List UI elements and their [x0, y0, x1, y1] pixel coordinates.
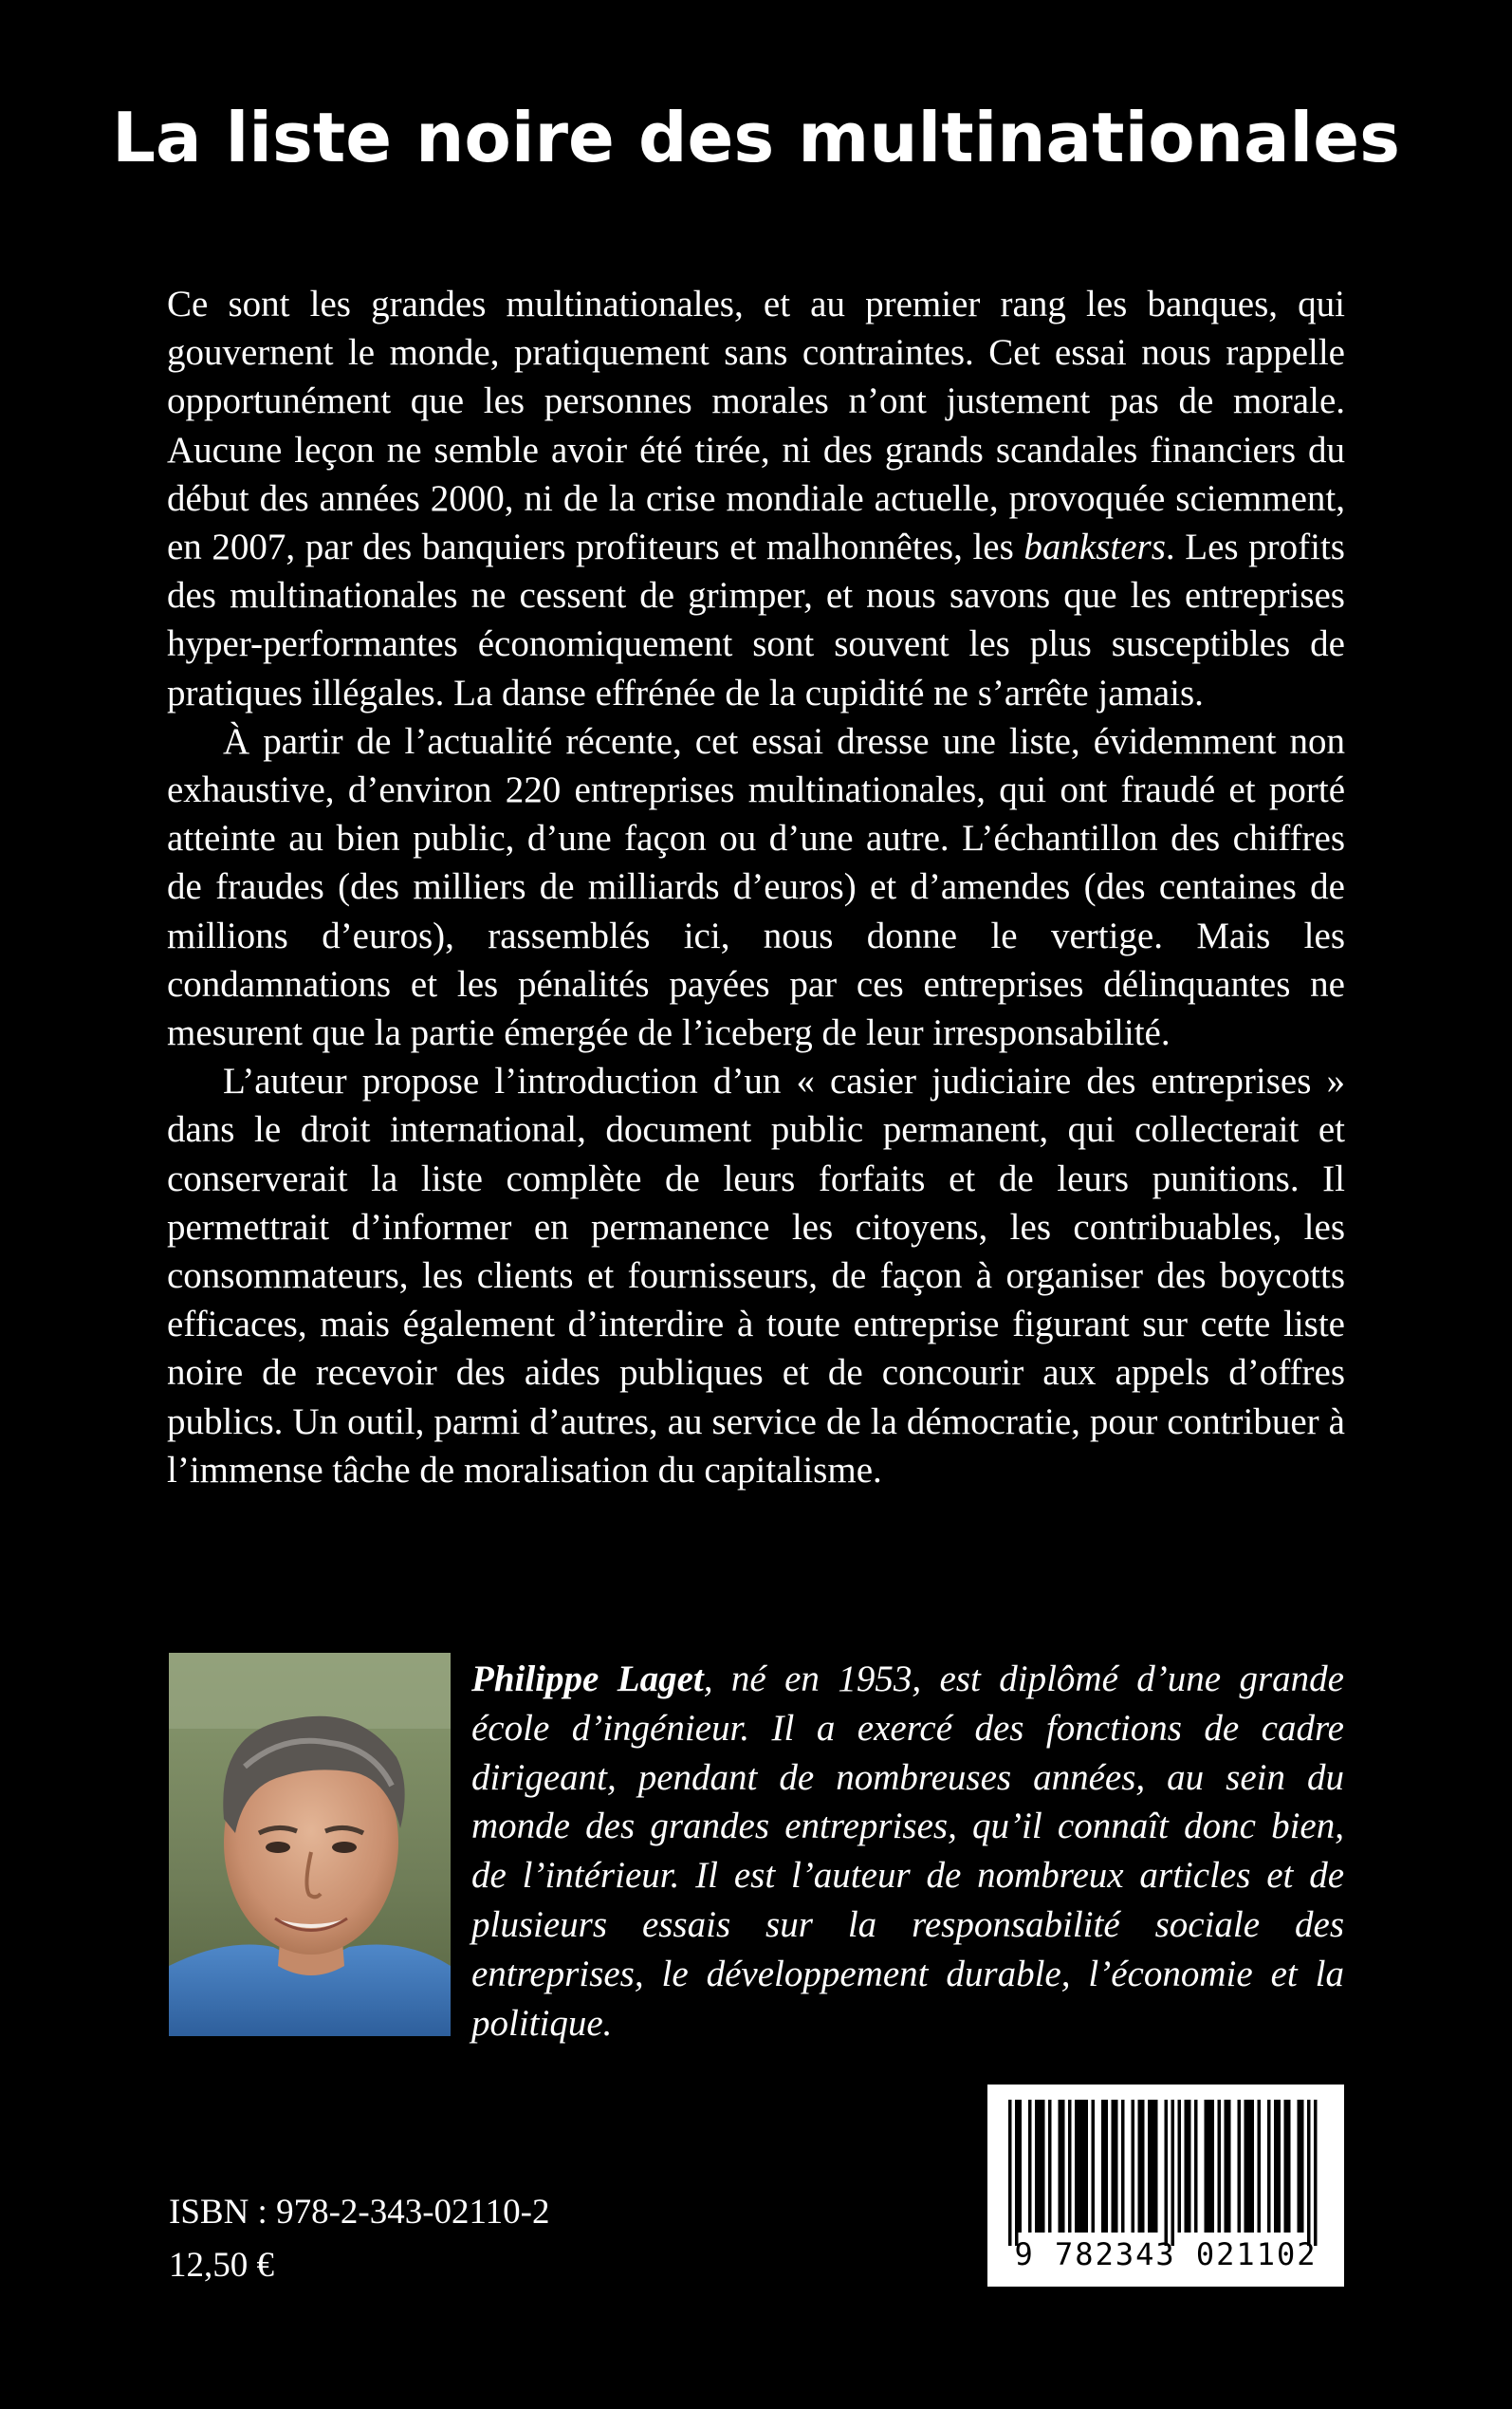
barcode-bar	[1085, 2100, 1089, 2233]
barcode-bar	[1138, 2100, 1142, 2233]
barcode-digits: 9 782343 021102	[1014, 2236, 1318, 2272]
barcode-bar	[1194, 2100, 1198, 2233]
barcode-bar	[1019, 2100, 1023, 2233]
barcode-bar	[1152, 2100, 1155, 2233]
barcode-bar	[1028, 2100, 1032, 2233]
barcode-bar	[1185, 2100, 1189, 2233]
blurb-paragraph-3: L’auteur propose l’introduction d’un « casier judiciaire des entreprises » dans le droit international, document public permanent, qui collecterait et conserverait la liste complète de leurs forfaits et de leurs punitions. Il permettrait d’informer en permanence les citoyens, les contribuables, les consommateurs, les clients et fournisseurs, de façon à organiser des boycotts efficaces, mais également d’interdire à toute entreprise figurant sur cette liste noire de recevoir des aides publiques et de concourir aux appels d’offres publics. Un outil, parmi d’autres, au service de la démocratie, pour contribuer à l’immense tâche de moralisation du capitalisme.	[167, 1061, 1345, 1491]
barcode	[987, 2085, 1344, 2287]
blurb-paragraph-1-start: Ce sont les grandes multinationales, et au premier rang les banques, qui gouvernent le monde, pratiquement sans contraintes. Cet essai nous rappelle opportunément que les personnes morales n’ont justement pas de morale. Aucune leçon ne semble avoir été tirée, ni des grands scandales financiers du début des années 2000, ni de la crise mondiale actuelle, provoquée sciemment, en 2007, par des banquiers profiteurs et malhonnêtes, les	[167, 284, 1345, 568]
blurb-paragraph-1-end: . Les profits des multinationales ne cessent de grimper, et nous savons que les entreprises hyper-performantes économiquement sont souvent les plus susceptibles de pratiques illégales. La danse effrénée de la cupidité ne s’arrête jamais.	[167, 527, 1345, 713]
barcode-bar	[1298, 2100, 1301, 2233]
author-name: Philippe Laget	[471, 1659, 704, 1699]
barcode-bar	[1314, 2100, 1318, 2246]
barcode-bar	[1079, 2100, 1082, 2233]
barcode-bar	[1251, 2100, 1255, 2233]
barcode-bar	[1278, 2100, 1282, 2233]
book-title: La liste noire des multinationales	[112, 98, 1400, 177]
barcode-bar	[1307, 2100, 1311, 2246]
barcode-bar	[1188, 2100, 1191, 2233]
barcode-bar	[1171, 2100, 1175, 2246]
barcode-bar	[1121, 2100, 1125, 2233]
barcode-bar	[1148, 2100, 1152, 2233]
barcode-bar	[1092, 2100, 1096, 2233]
barcode-bar	[1284, 2100, 1288, 2233]
blurb-paragraph-1-italic-term: banksters	[1023, 527, 1166, 568]
barcode-bar	[1208, 2100, 1211, 2233]
barcode-bar	[1154, 2100, 1158, 2233]
barcode-bar	[1245, 2100, 1248, 2233]
barcode-bar	[1165, 2100, 1169, 2246]
barcode-bar	[1287, 2100, 1291, 2233]
price: 12,50 €	[169, 2246, 274, 2285]
barcode-bar	[1238, 2100, 1242, 2233]
barcode-bar	[1205, 2100, 1208, 2233]
blurb	[167, 280, 1345, 1494]
barcode-bar	[1035, 2100, 1039, 2233]
barcode-bar	[1258, 2100, 1262, 2233]
barcode-bar	[1061, 2100, 1065, 2233]
barcode-bar	[1112, 2100, 1116, 2233]
barcode-bar	[1300, 2100, 1304, 2233]
barcode-bar	[1115, 2100, 1118, 2233]
barcode-bar	[1075, 2100, 1079, 2233]
barcode-bar	[1247, 2100, 1251, 2233]
barcode-bar	[1178, 2100, 1182, 2233]
isbn: ISBN : 978-2-343-02110-2	[169, 2193, 550, 2232]
blurb-paragraph-2: À partir de l’actualité récente, cet essai dresse une liste, évidemment non exhaustive, d’environ 220 entreprises multinationales, qui ont fraudé et porté atteinte au bien public, d’une façon ou d’une autre. L’échantillon des chiffres de fraudes (des milliers de milliards d’euros) et d’amendes (des centaines de millions d’euros), rassemblés ici, nous donne le vertige. Mais les condamnations et les pénalités payées par ces entreprises délinquantes ne mesurent que la partie émergée de l’iceberg de leur irresponsabilité.	[167, 720, 1345, 1054]
barcode-bar	[1132, 2100, 1135, 2233]
barcode-bar	[1039, 2100, 1042, 2233]
barcode-bar	[1141, 2100, 1145, 2233]
barcode-bar	[1105, 2100, 1109, 2233]
barcode-bar	[1218, 2100, 1222, 2233]
barcode-bar	[1068, 2100, 1072, 2233]
barcode-bar	[1048, 2100, 1052, 2233]
blurb-paragraph-1	[167, 280, 1345, 717]
barcode-bar	[1211, 2100, 1215, 2233]
barcode-bar	[1101, 2100, 1105, 2233]
barcode-bar	[1227, 2100, 1231, 2233]
barcode-bar	[1225, 2100, 1228, 2233]
barcode-bar	[1008, 2100, 1012, 2246]
barcode-bar	[1274, 2100, 1278, 2233]
barcode-bar	[1081, 2100, 1085, 2233]
author-bio	[471, 1655, 1344, 2048]
author-bio-text: , né en 1953, est diplômé d’une grande école d’ingénieur. Il a exercé des fonctions de cadre dirigeant, pendant de nombreuses années, au sein du monde des grandes entreprises, qu’il connaît donc bien, de l’intérieur. Il est l’auteur de nombreux articles et de plusieurs essais sur la responsabilité sociale des entreprises, le développement durable, l’économie et la politique.	[471, 1659, 1344, 2044]
barcode-bar	[1059, 2100, 1062, 2233]
author-photo	[169, 1653, 451, 2036]
barcode-bar	[1267, 2100, 1271, 2233]
barcode-bar	[1042, 2100, 1045, 2233]
barcode-bar	[1015, 2100, 1019, 2246]
